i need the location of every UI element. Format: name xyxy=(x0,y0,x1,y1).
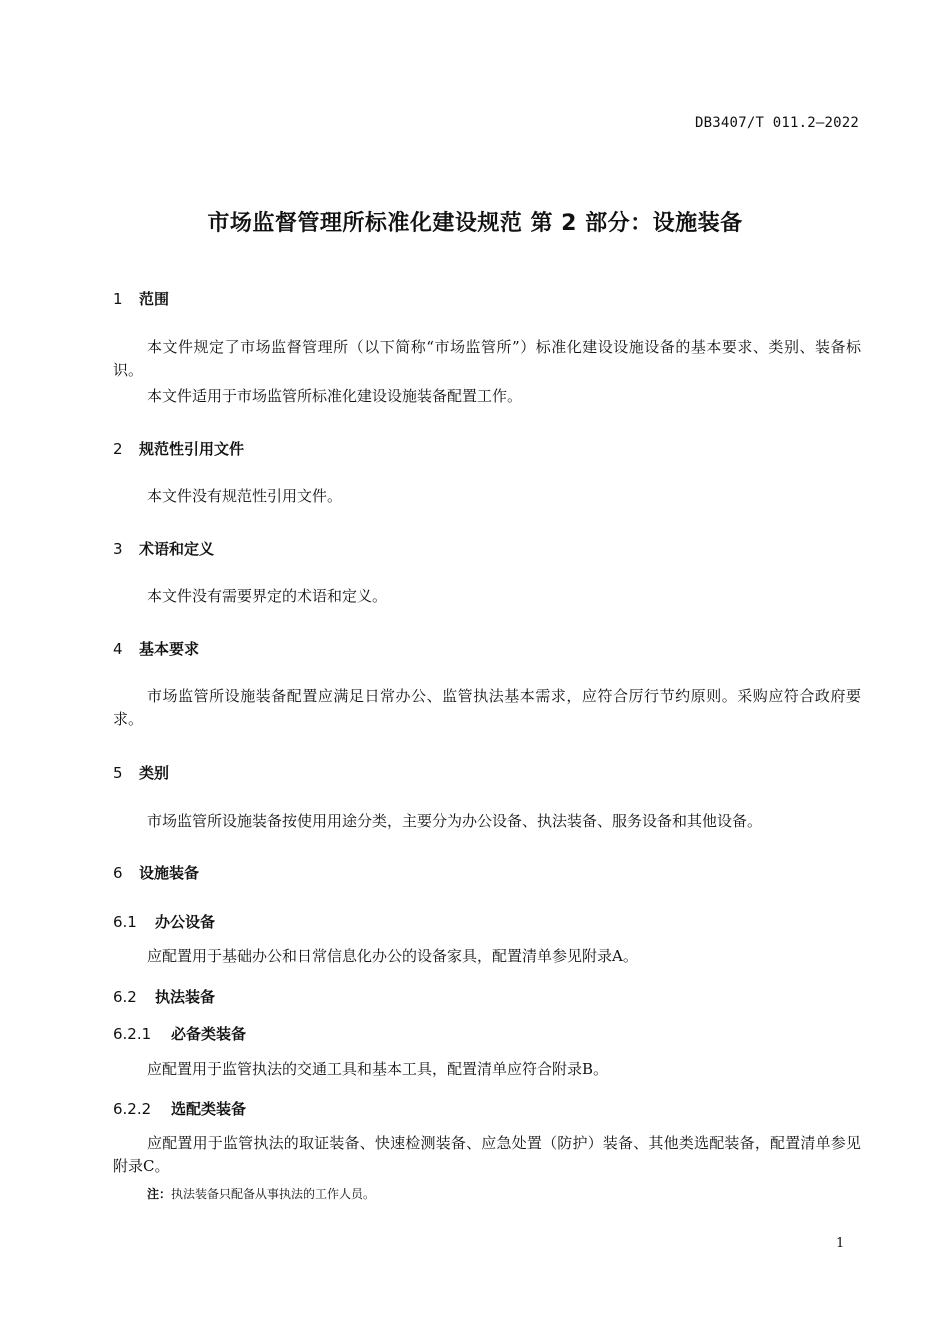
section-number: 6.2 xyxy=(113,988,137,1006)
section-5-paragraph-1: 市场监管所设施装备按使用用途分类，主要分为办公设备、执法装备、服务设备和其他设备。 xyxy=(147,812,763,830)
section-title: 基本要求 xyxy=(139,640,200,658)
document-code: DB3407/T 011.2—2022 xyxy=(695,115,859,131)
section-title: 办公设备 xyxy=(155,913,216,931)
section-title: 设施装备 xyxy=(139,864,200,882)
page-title: 市场监督管理所标准化建设规范 第 2 部分：设施装备 xyxy=(207,211,743,236)
page-number: 1 xyxy=(836,1236,845,1251)
section-title: 选配类装备 xyxy=(171,1100,247,1118)
note-label: 注： xyxy=(147,1187,172,1201)
section-title: 执法装备 xyxy=(155,988,216,1006)
section-title: 类别 xyxy=(139,764,170,782)
section-number: 1 xyxy=(113,290,123,308)
section-2-heading xyxy=(113,438,244,459)
section-number: 5 xyxy=(113,764,123,782)
section-4-paragraph-1: 市场监管所设施装备配置应满足日常办公、监管执法基本需求，应符合厉行节约原则。采购应符合政府要求。 xyxy=(113,687,861,728)
section-1-heading xyxy=(113,288,169,309)
section-title: 术语和定义 xyxy=(139,540,215,558)
section-3-paragraph-1: 本文件没有需要界定的术语和定义。 xyxy=(147,587,388,605)
note xyxy=(147,1185,375,1202)
section-5-heading xyxy=(113,762,169,783)
section-title: 范围 xyxy=(139,290,170,308)
section-6-1-heading xyxy=(113,911,215,932)
section-number: 2 xyxy=(113,440,123,458)
section-1-paragraph-1: 本文件规定了市场监督管理所（以下简称“市场监管所”）标准化建设设施设备的基本要求、类别、装备标识。 xyxy=(113,338,861,379)
section-2-paragraph-1: 本文件没有规范性引用文件。 xyxy=(147,487,343,505)
section-6-1-paragraph-1: 应配置用于基础办公和日常信息化办公的设备家具，配置清单参见附录A。 xyxy=(147,947,638,965)
section-number: 6.2.1 xyxy=(113,1025,152,1043)
section-6-heading xyxy=(113,862,199,883)
section-number: 3 xyxy=(113,540,123,558)
section-number: 6.1 xyxy=(113,913,137,931)
section-6-2-2-paragraph-1: 应配置用于监管执法的取证装备、快速检测装备、应急处置（防护）装备、其他类选配装备，配置清单参见附录C。 xyxy=(113,1134,861,1175)
section-6-2-1-paragraph-1: 应配置用于监管执法的交通工具和基本工具，配置清单应符合附录B。 xyxy=(147,1060,609,1078)
section-title: 必备类装备 xyxy=(171,1025,247,1043)
section-6-2-1-heading xyxy=(113,1023,246,1044)
section-4-heading xyxy=(113,638,199,659)
section-3-heading xyxy=(113,538,214,559)
section-title: 规范性引用文件 xyxy=(139,440,245,458)
section-6-2-2-heading xyxy=(113,1098,246,1119)
section-number: 6.2.2 xyxy=(113,1100,152,1118)
section-6-2-heading xyxy=(113,986,215,1007)
section-number: 4 xyxy=(113,640,123,658)
note-text: 执法装备只配备从事执法的工作人员。 xyxy=(171,1187,376,1201)
section-1-paragraph-2: 本文件适用于市场监管所标准化建设设施装备配置工作。 xyxy=(147,387,523,405)
section-number: 6 xyxy=(113,864,123,882)
